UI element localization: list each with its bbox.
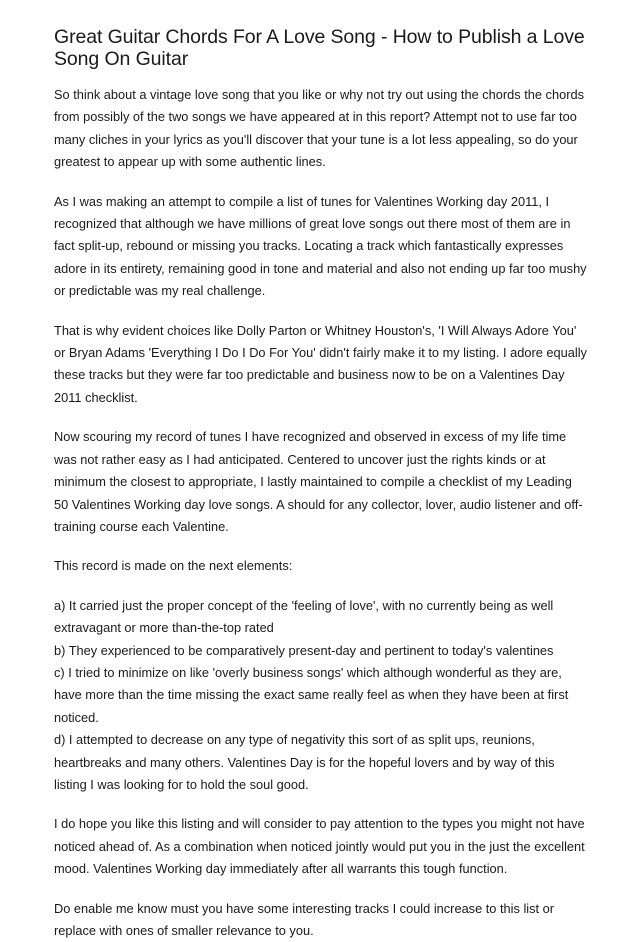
criteria-item-a: a) It carried just the proper concept of the 'feeling of love', with no currently being as well extravagant or more than-the-top rated	[54, 597, 554, 636]
criteria-list	[54, 595, 588, 797]
criteria-item-b: b) They experienced to be comparatively present-day and pertinent to today's valentines	[54, 642, 554, 658]
document-title: Great Guitar Chords For A Love Song - How to Publish a Love Song On Guitar	[54, 26, 585, 70]
paragraph-evident-choices: That is why evident choices like Dolly Parton or Whitney Houston's, 'I Will Always Adore You' or Bryan Adams 'Everything I Do I Do For You' didn't fairly make it to my listing. I adore equally these tracks but they were far too predictable and business now to be on a Valentines Day 2011 checklist.	[54, 322, 587, 405]
paragraph-elements-intro: This record is made on the next elements:	[54, 558, 293, 574]
paragraph-intro: So think about a vintage love song that you like or why not try out using the chords the chords from possibly of the two songs we have appeared at in this report? Attempt not to use far too many cliches in your lyrics as you'll discover that your tune is a lot less appealing, so do your greatest to appear up with some authentic lines.	[54, 87, 584, 170]
paragraph-closing: Do enable me know must you have some interesting tracks I could increase to this list or replace with ones of smaller relevance to you.	[54, 900, 555, 938]
paragraph-scouring-record: Now scouring my record of tunes I have recognized and observed in excess of my life time was not rather easy as I had anticipated. Centered to uncover just the rights kinds or at minimum the closest to appropriate, I lastly maintained to compile a checklist of my Leading 50 Valentines Working day love songs. A should for any collector, lover, audio listener and off-training course each Valentine.	[54, 429, 583, 534]
paragraph-valentines-list: As I was making an attempt to compile a list of tunes for Valentines Working day 2011, I recognized that although we have millions of great love songs out there most of them are in fact split-up, rebound or missing you tracks. Locating a track which fantastically expresses adore in its entirety, remaining good in tone and material and also not ending up far too mushy or predictable was my real challenge.	[54, 193, 587, 299]
criteria-item-d: d) I attempted to decrease on any type of negativity this sort of as split ups, reunions, heartbreaks and many others. Valentines Day is for the hopeful lovers and by way of this listing I was looking for to hold the soul good.	[54, 732, 555, 792]
paragraph-hope: I do hope you like this listing and will consider to pay attention to the types you might not have noticed ahead of. As a combination when noticed jointly would put you in the just the excellent mood. Valentines Working day immediately after all warrants this tough function.	[54, 816, 585, 877]
criteria-item-c: c) I tried to minimize on like 'overly business songs' which although wonderful as they are, have more than the time missing the exact same really feel as when they have been at first noticed.	[54, 664, 569, 725]
